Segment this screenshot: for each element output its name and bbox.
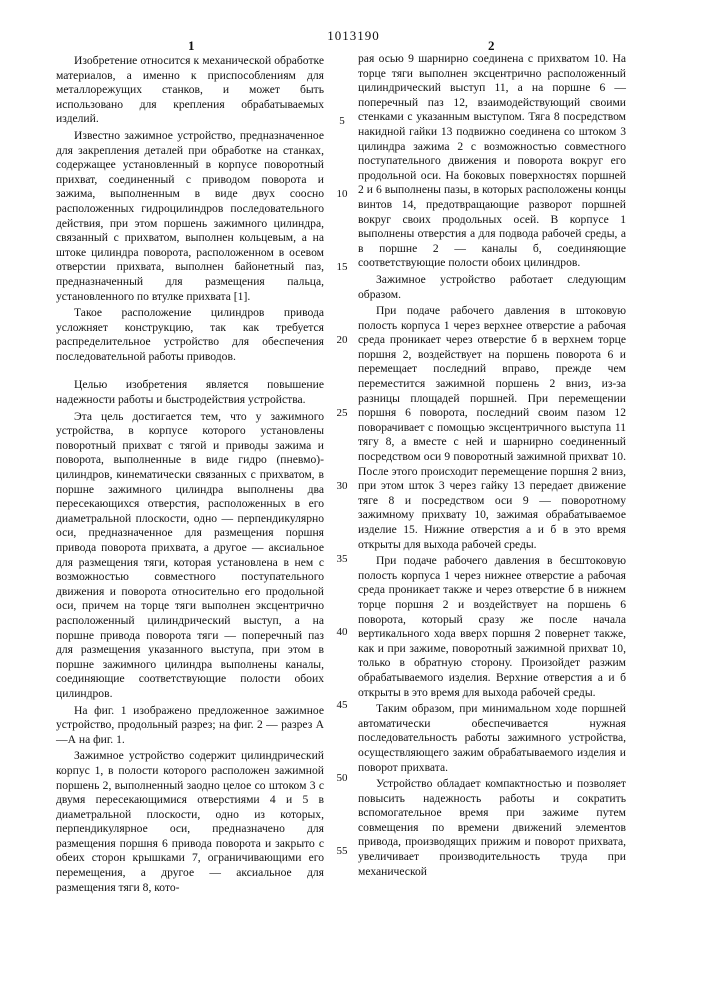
paragraph: Целью изобретения является повышение надежности работы и быстродействия устройства. [56,378,324,407]
paragraph: При подаче рабочего давления в штоковую полость корпуса 1 через верхнее отверстие а рабочая среда проникает через отверстие б в верхнем торце поршня 2, воздействует на поршень поворота 6 и перемещает последний вправо, прежде чем переместится зажимной поршень 2 вниз, из-за разницы площадей поршней. При перемещении поршня 6 поворота, последний своим пазом 12 поворачивает с помощью эксцентричного выступа 11 тягу 8, а вместе с ней и шарнирно соединенный посредством оси 9 поворотный зажимной прихват 10. После этого происходит перемещение поршня 2 вниз, при этом шток 3 через гайку 13 передает движение тяге 8 и посредством оси 9 — поворотному зажимному прихвату 10, зажимая обрабатываемое изделие 15. Нижние отверстия а и б в это время открыты для выхода рабочей среды. [358,304,626,552]
paragraph: Зажимное устройство содержит цилиндрический корпус 1, в полости которого расположен зажимной поршень 2, выполненный заодно целое со штоком 3 с двумя пересекающимися отверстиями 4 и 5 в диаметральной плоскости, одно из которых, перпендикулярное оси, предназначено для размещения поршня 6 привода поворота и закрыто с обеих сторон крышками 7, ограничивающими его перемещения, а другое — аксиальное для размещения тяги 8, кото- [56,749,324,895]
right-column-number: 2 [488,38,495,54]
line-number: 55 [333,845,351,857]
line-number: 40 [333,626,351,638]
line-number: 25 [333,407,351,419]
left-column-number: 1 [188,38,195,54]
line-number: 45 [333,699,351,711]
line-number: 30 [333,480,351,492]
paragraph: Таким образом, при минимальном ходе поршней автоматически обеспечивается нужная последовательность работы зажимного устройства, осуществляющего зажим обрабатываемого изделия и поворот прихвата. [358,702,626,775]
paragraph: Зажимное устройство работает следующим образом. [358,273,626,302]
paragraph: На фиг. 1 изображено предложенное зажимное устройство, продольный разрез; на фиг. 2 — разрез А—А на фиг. 1. [56,704,324,748]
paragraph: Такое расположение цилиндров привода усложняет конструкцию, так как требуется распределительное устройство для обеспечения последовательной работы приводов. [56,306,324,364]
line-number: 35 [333,553,351,565]
line-number: 10 [333,188,351,200]
paragraph: При подаче рабочего давления в бесштоковую полость корпуса 1 через нижнее отверстие а рабочая среда проникает также и через отверстие б в нижнем торце поршня 2 и воздействует на поршень 6 поворота, который сразу же после начала вертикального хода вверх поршня 2 повернет также, как и при зажиме, поворотный зажимной прихват 10, только в обратную сторону. Произойдет разжим обрабатываемого изделия. Верхние отверстия а и б открыты в это время для выхода рабочей среды. [358,554,626,700]
doc-number: 1013190 [0,28,707,44]
paragraph: Изобретение относится к механической обработке материалов, а именно к приспособлениям для металлорежущих станков, и может быть использовано для крепления обрабатываемых изделий. [56,54,324,127]
paragraph: Эта цель достигается тем, что у зажимного устройства, в корпусе которого установлены поворотный прихват с тягой и приводы зажима и поворота, выполненные в виде гидро (пневмо)-цилиндров, кинематически связанных с прихватом, в поршне зажимного цилиндра выполнены два пересекающихся отверстия, расположенных в его диаметральной плоскости, одно — перпендикулярно оси, предназначенное для размещения поршня привода поворота прихвата, а другое — аксиальное для размещения тяги, которая установлена в нем с возможностью совместного поступательного движения и поворота относительно его продольной оси, причем на торце тяги выполнен эксцентрично расположенный цилиндрический выступ, а на поршне привода поворота тяги — поперечный паз для размещения указанного выступа, при этом в поршне зажимного цилиндра выполнены каналы, соединяющие соответствующие полости обоих цилиндров. [56,410,324,702]
right-column [358,52,626,881]
paragraph: рая осью 9 шарнирно соединена с прихватом 10. На торце тяги выполнен эксцентрично расположенный цилиндрический выступ 11, а на поршне 6 — поперечный паз 12, взаимодействующий своими стенками с указанным выступом. Тяга 8 посредством накидной гайки 13 подвижно соединена со штоком 3 цилиндра зажима 2 с возможностью совместного поступательного движения и поворота вокруг его продольной оси. На боковых поверхностях поршней 2 и 6 выполнены пазы, в которых расположены концы винтов 14, предотвращающие разворот поршней вокруг своих продольных осей. В корпусе 1 выполнены отверстия а для подвода рабочей среды, а в поршне 2 — каналы б, соединяющие соответствующие полости обоих цилиндров. [358,52,626,271]
line-number: 5 [333,115,351,127]
paragraph: Известно зажимное устройство, предназначенное для закрепления деталей при обработке на станках, содержащее установленный в корпусе поворотный прихват, соединенный с приводом поворота и зажима, выполненным в виде двух соосно расположенных гидроцилиндров последовательного действия, при этом поршень зажимного цилиндра, связанный с прихватом, выполнен кольцевым, а на штоке цилиндра поворота, расположенном в осевом отверстии прихвата, выполнен байонетный паз, предназначенный для размещения пальца, установленного по втулке прихвата [1]. [56,129,324,304]
left-column [56,54,324,897]
line-number: 50 [333,772,351,784]
line-number: 20 [333,334,351,346]
paragraph: Устройство обладает компактностью и позволяет повысить надежность работы и сократить вспомогательное время при зажиме путем совмещения по времени движений элементов привода, производящих прижим и поворот прихвата, увеличивает производительность труда при механической [358,777,626,879]
line-number: 15 [333,261,351,273]
